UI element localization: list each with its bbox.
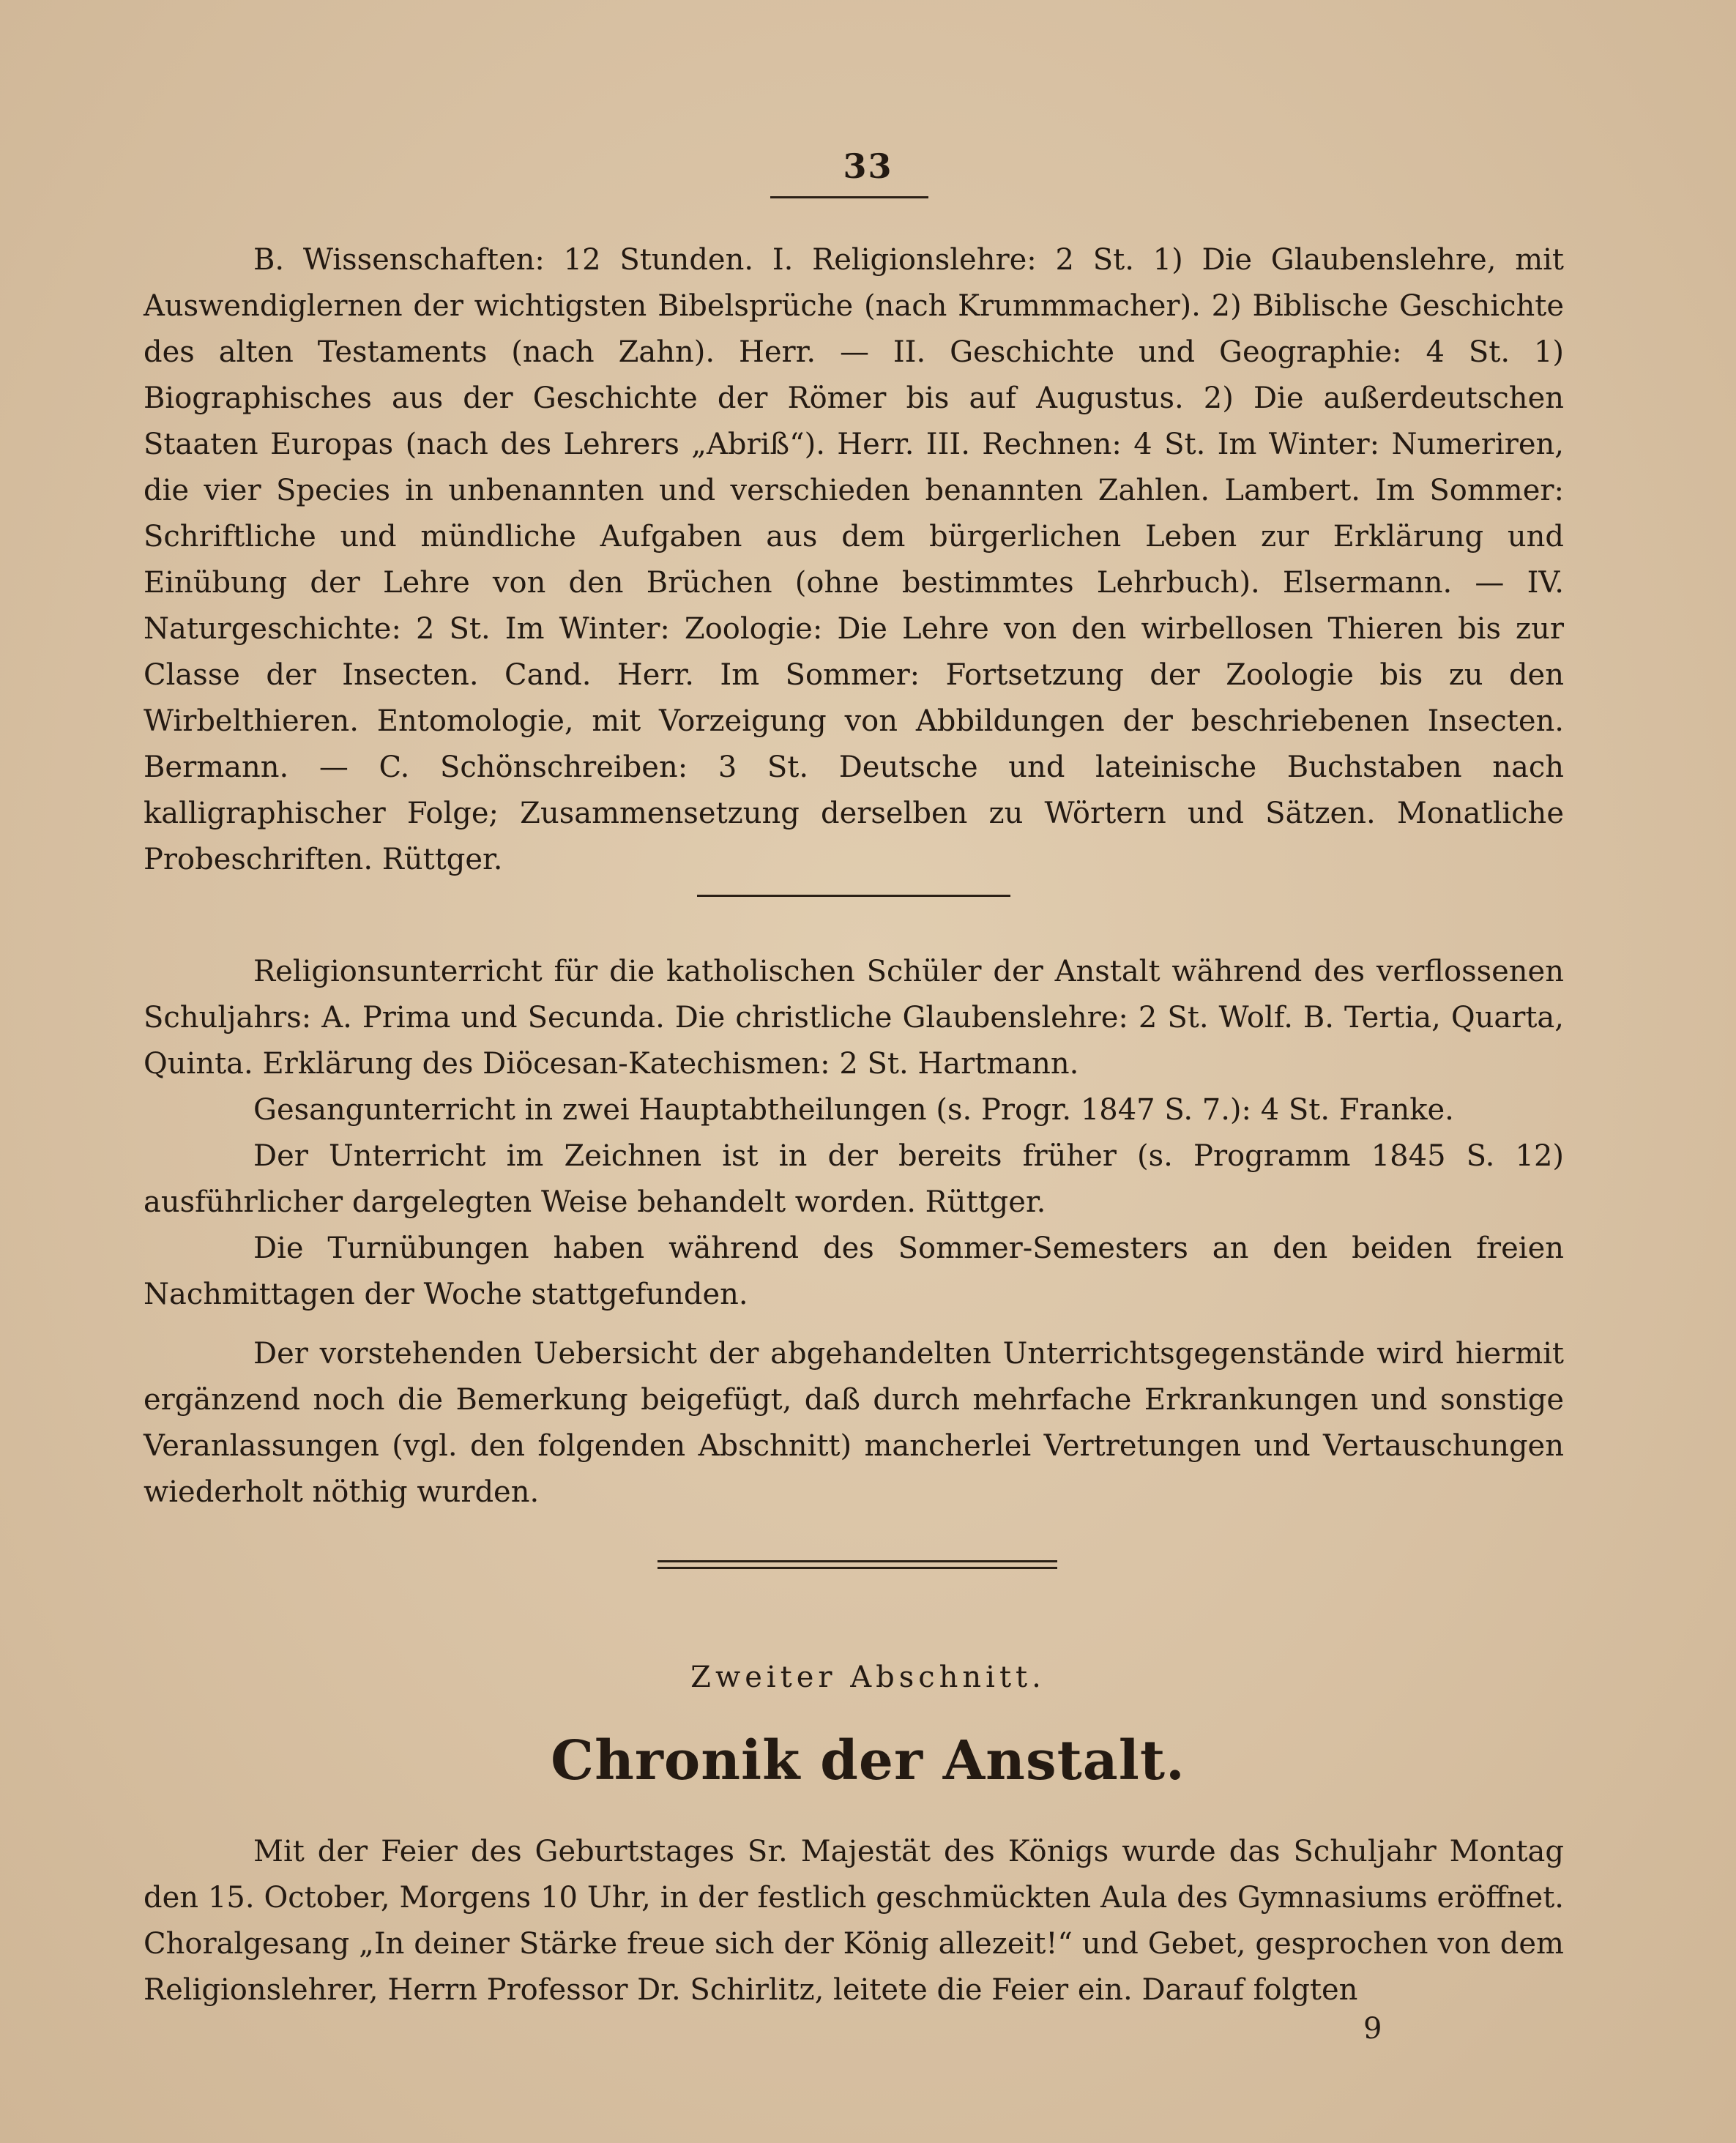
supplementary-block xyxy=(144,949,1564,1516)
chronik-block xyxy=(144,1829,1564,2013)
religion-paragraph: Religionsunterricht für die katholischen Schüler der Anstalt während des verflossenen Schuljahrs: A. Prima und Secunda. Die christliche Glaubenslehre: 2 St. Wolf. B. Tertia, Quarta, Quinta. Erklärung des Diöcesan-Katechismen: 2 St. Hartmann. xyxy=(144,955,1564,1081)
turnen-paragraph: Die Turnübungen haben während des Sommer-Semesters an den beiden freien Nachmittagen der Woche stattgefunden. xyxy=(144,1231,1564,1311)
chronik-paragraph: Mit der Feier des Geburtstages Sr. Majestät des Königs wurde das Schuljahr Montag den 15. October, Morgens 10 Uhr, in der festlich geschmückten Aula des Gymnasiums eröffnet. Choralgesang „In deiner Stärke freue sich der König allezeit!“ und Gebet, gesprochen von dem Religionslehrer, Herrn Professor Dr. Schirlitz, leitete die Feier ein. Darauf folgten xyxy=(144,1835,1564,2007)
zeichnen-paragraph: Der Unterricht im Zeichnen ist in der bereits früher (s. Programm 1845 S. 12) ausführlicher dargelegten Weise behandelt worden. Rüttger. xyxy=(144,1139,1564,1219)
gesang-paragraph: Gesangunterricht in zwei Hauptabtheilungen (s. Progr. 1847 S. 7.): 4 St. Franke. xyxy=(253,1093,1454,1127)
page-number: 33 xyxy=(843,146,893,186)
section-title: Chronik der Anstalt. xyxy=(551,1729,1185,1792)
bemerkung-paragraph: Der vorstehenden Uebersicht der abgehandelten Unterrichtsgegenstände wird hiermit ergänzend noch die Bemerkung beigefügt, daß durch mehrfache Erkrankungen und sonstige Veranlassungen (vgl. den folgenden Abschnitt) mancherlei Vertretungen und Vertauschungen wiederholt nöthig wurden. xyxy=(144,1337,1564,1509)
divider-rule xyxy=(697,895,1010,897)
page-number-rule xyxy=(770,196,928,198)
section-b-block xyxy=(144,237,1564,883)
section-label: Zweiter Abschnitt. xyxy=(690,1661,1046,1694)
double-divider-rule xyxy=(657,1560,1057,1569)
signature-mark: 9 xyxy=(1363,2012,1382,2046)
section-b-paragraph: B. Wissenschaften: 12 Stunden. I. Religionslehre: 2 St. 1) Die Glaubenslehre, mit Auswendiglernen der wichtigsten Bibelsprüche (nach Krummmacher). 2) Biblische Geschichte des alten Testaments (nach Zahn). Herr. — II. Geschichte und Geographie: 4 St. 1) Biographisches aus der Geschichte der Römer bis auf Augustus. 2) Die außerdeutschen Staaten Europas (nach des Lehrers „Abriß“). Herr. III. Rechnen: 4 St. Im Winter: Numeriren, die vier Species in unbenannten und verschieden benannten Zahlen. Lambert. Im Sommer: Schriftliche und mündliche Aufgaben aus dem bürgerlichen Leben zur Erklärung und Einübung der Lehre von den Brüchen (ohne bestimmtes Lehrbuch). Elsermann. — IV. Naturgeschichte: 2 St. Im Winter: Zoologie: Die Lehre von den wirbellosen Thieren bis zur Classe der Insecten. Cand. Herr. Im Sommer: Fortsetzung der Zoologie bis zu den Wirbelthieren. Entomologie, mit Vorzeigung von Abbildungen der beschriebenen Insecten. Bermann. — C. Schönschreiben: 3 St. Deutsche und lateinische Buchstaben nach kalligraphischer Folge; Zusammensetzung derselben zu Wörtern und Sätzen. Monatliche Probeschriften. Rüttger. xyxy=(144,243,1564,876)
